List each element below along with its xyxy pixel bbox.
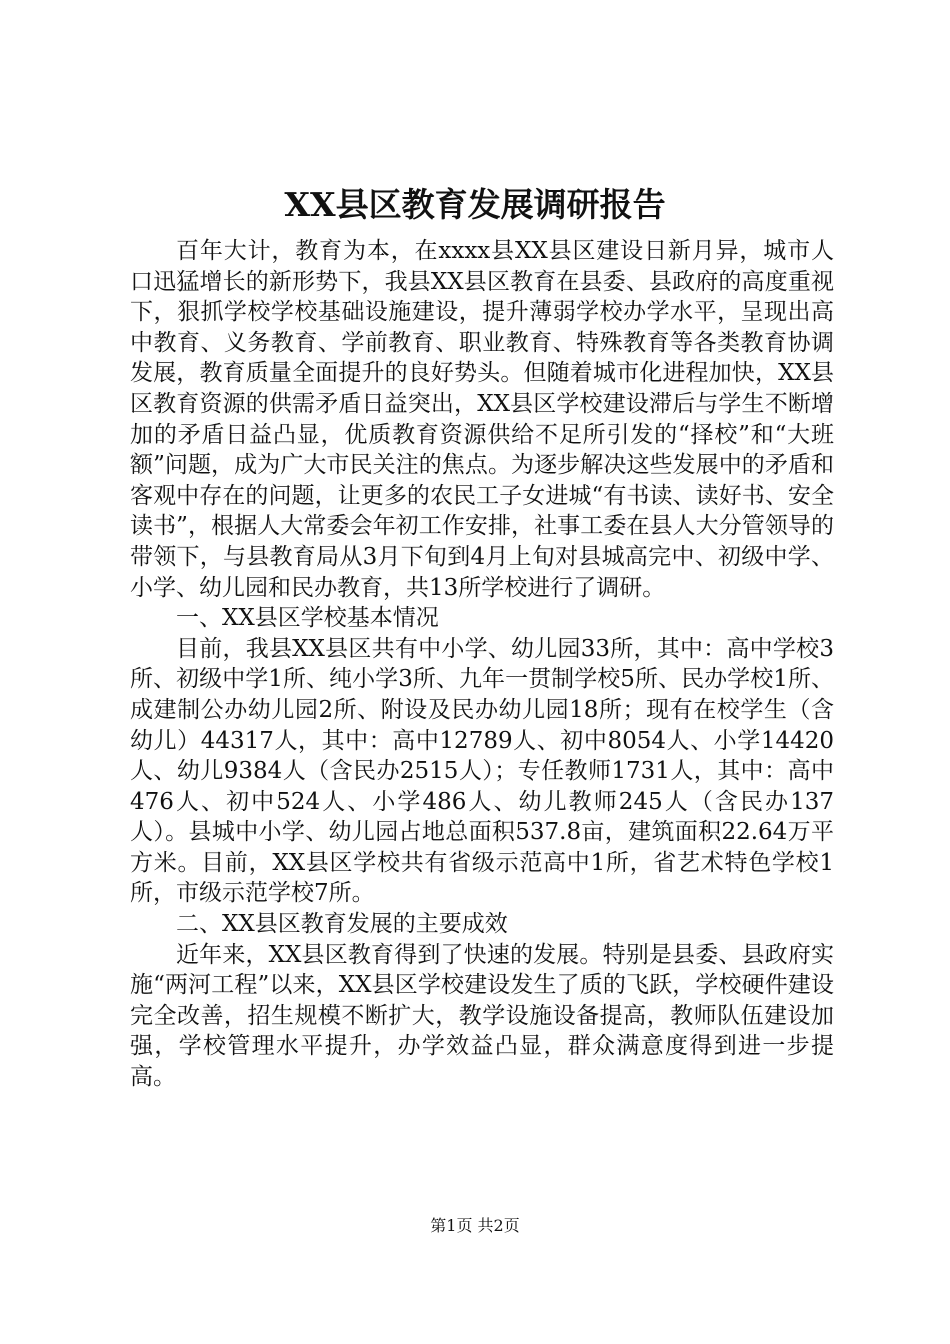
page-footer: 第1页 共2页 xyxy=(430,1216,520,1235)
document-body xyxy=(130,236,834,1093)
paragraph-achievements: 近年来，XX县区教育得到了快速的发展。特别是县委、县政府实施“两河工程”以来，XX县区学校建设发生了质的飞跃，学校硬件建设完全改善，招生规模不断扩大，教学设施设备提高，教师队伍建设加强，学校管理水平提升，办学效益凸显，群众满意度得到进一步提高。 xyxy=(130,941,834,1091)
paragraph-basic-situation: 目前，我县XX县区共有中小学、幼儿园33所，其中：高中学校3所、初级中学1所、纯小学3所、九年一贯制学校5所、民办学校1所、成建制公办幼儿园2所、附设及民办幼儿园18所；现有在校学生（含幼儿）44317人，其中：高中12789人、初中8054人、小学14420人、幼儿9384人（含民办2515人）；专任教师1731人，其中：高中476人、初中524人、小学486人、幼儿教师245人（含民办137人）。县城中小学、幼儿园占地总面积537.8亩，建筑面积22.64万平方米。目前，XX县区学校共有省级示范高中1所，省艺术特色学校1所，市级示范学校7所。 xyxy=(130,635,834,907)
section-heading-1: 一、XX县区学校基本情况 xyxy=(176,605,439,632)
section-heading-2: 二、XX县区教育发展的主要成效 xyxy=(176,911,508,938)
paragraph-intro: 百年大计，教育为本，在xxxx县XX县区建设日新月异，城市人口迅猛增长的新形势下，我县XX县区教育在县委、县政府的高度重视下，狠抓学校学校基础设施建设，提升薄弱学校办学水平，呈现出高中教育、义务教育、学前教育、职业教育、特殊教育等各类教育协调发展，教育质量全面提升的良好势头。但随着城市化进程加快，XX县区教育资源的供需矛盾日益突出，XX县区学校建设滞后与学生不断增加的矛盾日益凸显，优质教育资源供给不足所引发的“择校”和“大班额”问题，成为广大市民关注的焦点。为逐步解决这些发展中的矛盾和客观中存在的问题，让更多的农民工子女进城“有书读、读好书、安全读书”，根据人大常委会年初工作安排，社事工委在县人大分管领导的带领下，与县教育局从3月下旬到4月上旬对县城高完中、初级中学、小学、幼儿园和民办教育，共13所学校进行了调研。 xyxy=(130,238,834,601)
document-title: XX县区教育发展调研报告 xyxy=(284,185,666,224)
